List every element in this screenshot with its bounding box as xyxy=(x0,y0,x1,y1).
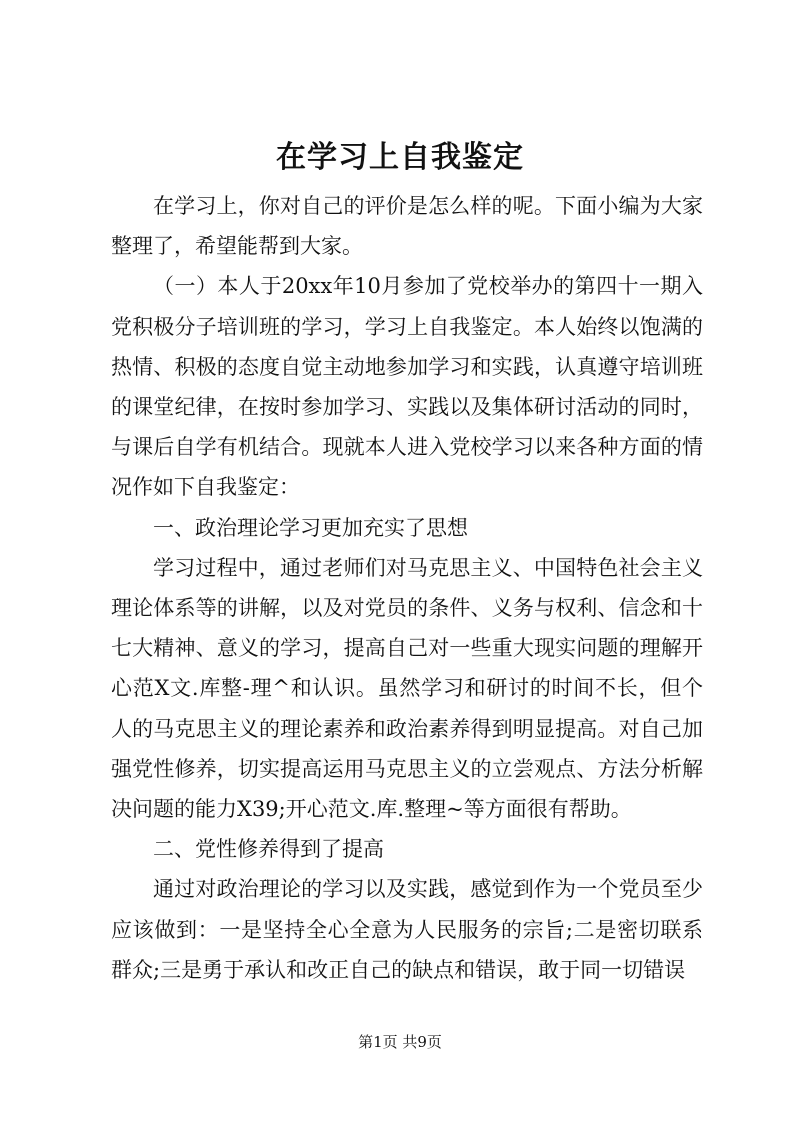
section-heading-2: 二、党性修养得到了提高 xyxy=(153,837,384,862)
page-number-footer: 第1页 共9页 xyxy=(358,1033,442,1051)
paragraph-intro: 在学习上，你对自己的评价是怎么样的呢。下面小编为大家整理了，希望能帮到大家。 xyxy=(111,194,703,259)
document-body xyxy=(111,186,703,990)
paragraph-2: 学习过程中，通过老师们对马克思主义、中国特色社会主义理论体系等的讲解，以及对党员的条件、义务与权利、信念和十七大精神、意义的学习，提高自己对一些重大现实问题的理解开心范X文.库整-理^和认识。虽然学习和研讨的时间不长，但个人的马克思主义的理论素养和政治素养得到明显提高。对自己加强党性修养，切实提高运用马克思主义的立尝观点、方法分析解决问题的能力X39;开心范文.库.整理~等方面很有帮助。 xyxy=(111,555,703,822)
section-heading-1: 一、政治理论学习更加充实了思想 xyxy=(153,515,468,540)
document-title: 在学习上自我鉴定 xyxy=(276,140,524,175)
paragraph-3: 通过对政治理论的学习以及实践，感觉到作为一个党员至少应该做到：一是坚持全心全意为人民服务的宗旨;二是密切联系群众;三是勇于承认和改正自己的缺点和错误，敢于同一切错误 xyxy=(111,877,703,982)
paragraph-1: （一）本人于20xx年10月参加了党校举办的第四十一期入党积极分子培训班的学习，学习上自我鉴定。本人始终以饱满的热情、积极的态度自觉主动地参加学习和实践，认真遵守培训班的课堂纪律，在按时参加学习、实践以及集体研讨活动的同时，与课后自学有机结合。现就本人进入党校学习以来各种方面的情况作如下自我鉴定： xyxy=(111,274,703,500)
